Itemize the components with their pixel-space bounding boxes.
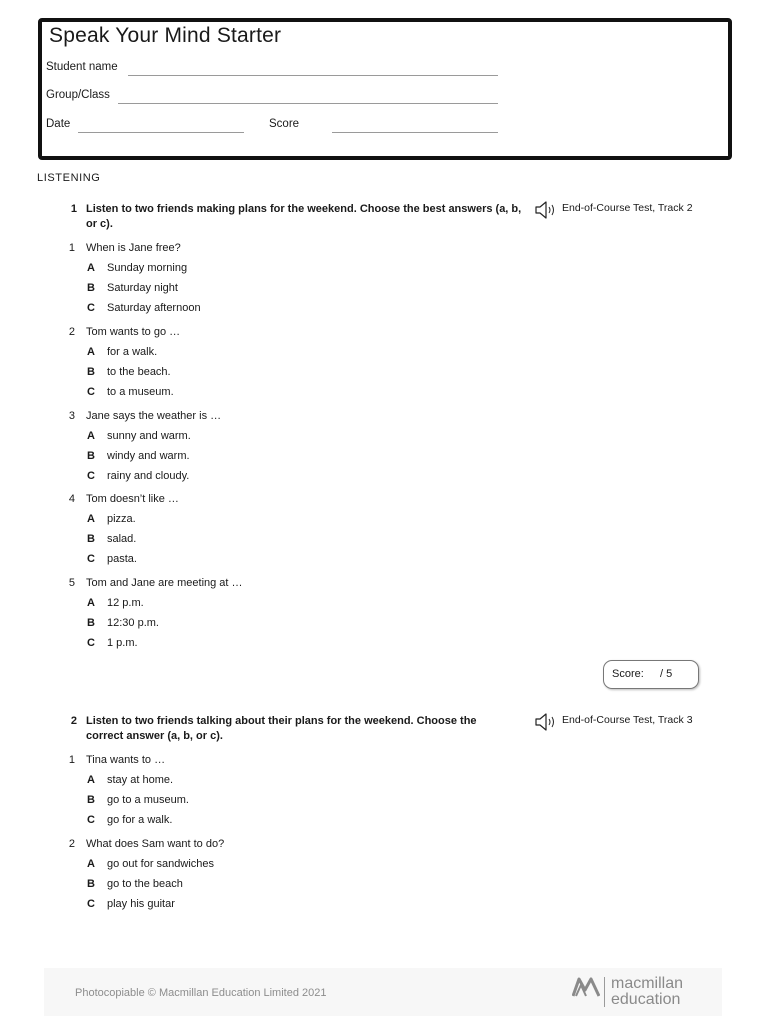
macmillan-m-icon <box>572 976 600 998</box>
option-text[interactable]: Saturday afternoon <box>107 301 201 314</box>
question-number: 2 <box>68 838 75 850</box>
header-box <box>38 18 732 160</box>
question-number: 4 <box>68 493 75 505</box>
question-number: 1 <box>68 754 75 766</box>
option-text[interactable]: salad. <box>107 532 137 545</box>
option-letter[interactable]: A <box>87 430 95 442</box>
score-label: Score <box>269 118 300 130</box>
option-text[interactable]: stay at home. <box>107 774 174 786</box>
track-label: End-of-Course Test, Track 2 <box>562 202 693 214</box>
option-text[interactable]: rainy and cloudy. <box>107 469 190 482</box>
question-text: What does Sam want to do? <box>86 838 225 850</box>
option-text[interactable]: Sunday morning <box>107 262 188 274</box>
logo-divider <box>604 977 605 1007</box>
option-letter[interactable]: A <box>87 774 95 786</box>
option-letter[interactable]: C <box>87 469 95 482</box>
speaker-icon[interactable] <box>535 201 559 219</box>
date-label: Date <box>46 118 71 130</box>
option-letter[interactable]: A <box>87 858 95 870</box>
option-text[interactable]: pasta. <box>107 552 137 565</box>
exercise-2-instruction: Listen to two friends talking about their plans for the weekend. Choose the correct answer (a, b, or c). <box>86 715 477 742</box>
score-box-label: Score: <box>612 668 644 680</box>
question-text: Tom doesn’t like … <box>86 493 179 505</box>
option-letter[interactable]: B <box>87 281 95 294</box>
page-title: Speak Your Mind Starter <box>49 24 282 47</box>
option-letter[interactable]: B <box>87 365 95 378</box>
option-letter[interactable]: A <box>87 597 95 609</box>
option-text[interactable]: sunny and warm. <box>107 430 191 442</box>
student-name-field[interactable] <box>128 75 498 76</box>
logo-line-2: education <box>611 991 681 1008</box>
option-text[interactable]: 1 p.m. <box>107 636 138 649</box>
group-class-field[interactable] <box>118 103 498 104</box>
exercise-1-instruction: Listen to two friends making plans for the weekend. Choose the best answers (a, b, or c). <box>86 203 522 230</box>
option-text[interactable]: go to the beach <box>107 877 183 890</box>
option-text[interactable]: windy and warm. <box>107 449 190 462</box>
question-number: 5 <box>68 577 75 589</box>
option-text[interactable]: 12:30 p.m. <box>107 616 159 629</box>
student-name-label: Student name <box>46 61 118 73</box>
question-text: Tom wants to go … <box>86 326 181 338</box>
option-text[interactable]: go for a walk. <box>107 813 173 826</box>
logo-line-1: macmillan <box>611 975 684 992</box>
option-letter[interactable]: B <box>87 532 95 545</box>
option-letter[interactable]: C <box>87 301 95 314</box>
option-text[interactable]: to the beach. <box>107 365 171 378</box>
option-letter[interactable]: A <box>87 262 95 274</box>
option-letter[interactable]: A <box>87 513 95 525</box>
question-text: Jane says the weather is … <box>86 410 222 422</box>
option-text[interactable]: to a museum. <box>107 385 174 398</box>
option-letter[interactable]: B <box>87 877 95 890</box>
option-letter[interactable]: C <box>87 897 95 910</box>
question-text: Tom and Jane are meeting at … <box>86 577 243 589</box>
exercise-2-number: 2 <box>70 715 77 727</box>
option-text[interactable]: play his guitar <box>107 897 175 910</box>
question-text: When is Jane free? <box>86 242 181 254</box>
speaker-icon[interactable] <box>535 713 559 731</box>
track-label: End-of-Course Test, Track 3 <box>562 714 693 726</box>
score-box[interactable] <box>603 660 699 689</box>
option-text[interactable]: Saturday night <box>107 281 178 294</box>
logo-text <box>611 976 683 1008</box>
option-letter[interactable]: B <box>87 449 95 462</box>
option-text[interactable]: 12 p.m. <box>107 597 144 609</box>
option-letter[interactable]: A <box>87 346 95 358</box>
question-number: 2 <box>68 326 75 338</box>
date-field[interactable] <box>78 132 244 133</box>
option-letter[interactable]: B <box>87 616 95 629</box>
score-box-total: / 5 <box>660 668 673 680</box>
option-text[interactable]: go to a museum. <box>107 793 189 806</box>
option-text[interactable]: pizza. <box>107 513 136 525</box>
option-text[interactable]: go out for sandwiches <box>107 858 215 870</box>
option-letter[interactable]: C <box>87 385 95 398</box>
option-letter[interactable]: C <box>87 813 95 826</box>
question-number: 1 <box>68 242 75 254</box>
group-class-label: Group/Class <box>46 89 110 101</box>
option-letter[interactable]: C <box>87 552 95 565</box>
question-number: 3 <box>68 410 75 422</box>
exercise-1-number: 1 <box>70 203 77 215</box>
option-letter[interactable]: C <box>87 636 95 649</box>
question-text: Tina wants to … <box>86 754 166 766</box>
section-heading: LISTENING <box>37 172 101 184</box>
option-letter[interactable]: B <box>87 793 95 806</box>
option-text[interactable]: for a walk. <box>107 346 158 358</box>
copyright-text: Photocopiable © Macmillan Education Limited 2021 <box>75 987 327 999</box>
score-field[interactable] <box>332 132 498 133</box>
